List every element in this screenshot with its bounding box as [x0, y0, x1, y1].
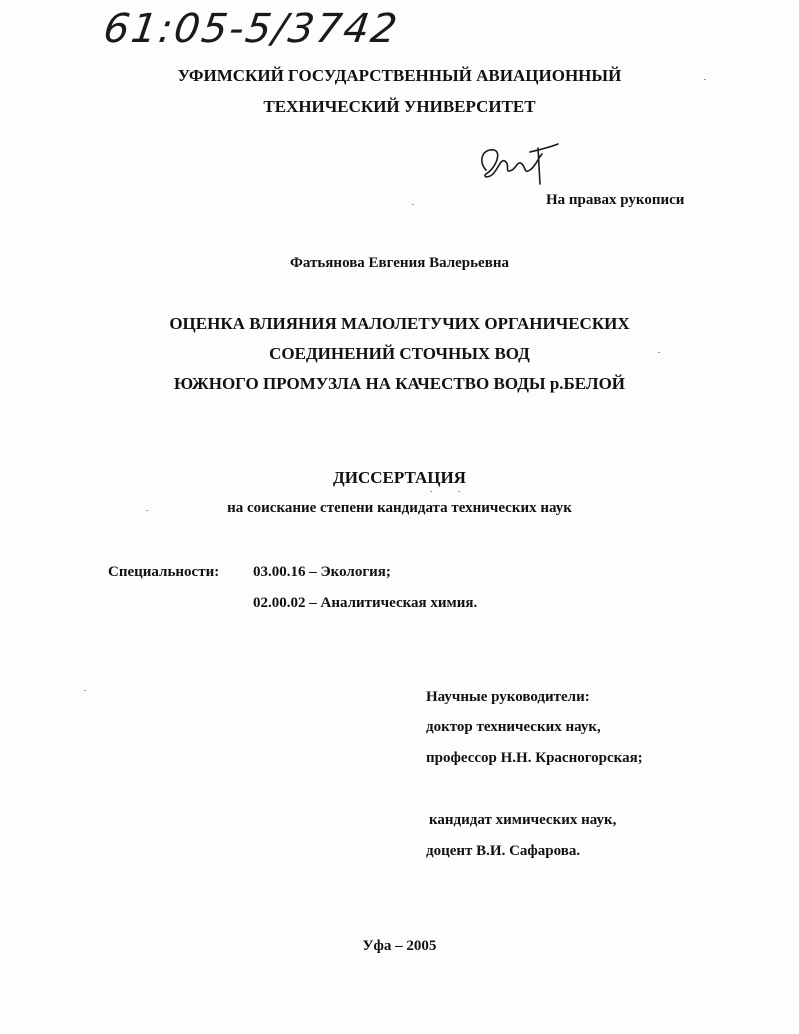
- document-type: ДИССЕРТАЦИЯ: [333, 468, 466, 487]
- scan-speck: [658, 352, 660, 353]
- scan-speck: [412, 204, 414, 205]
- specialty-item-1: 03.00.16 – Экология;: [253, 564, 391, 580]
- advisor-2-degree: кандидат химических наук,: [429, 812, 617, 828]
- advisor-1-name: профессор Н.Н. Красногорская;: [426, 750, 643, 766]
- archive-number: 61:05-5/3742: [100, 6, 402, 52]
- advisor-1-degree: доктор технических наук,: [426, 719, 601, 735]
- scan-speck: [430, 491, 432, 492]
- advisor-2-name: доцент В.И. Сафарова.: [426, 843, 581, 859]
- signature-icon: [472, 140, 562, 188]
- university-line-1: УФИМСКИЙ ГОСУДАРСТВЕННЫЙ АВИАЦИОННЫЙ: [177, 66, 622, 85]
- title-line-1: ОЦЕНКА ВЛИЯНИЯ МАЛОЛЕТУЧИХ ОРГАНИЧЕСКИХ: [169, 314, 630, 333]
- specialties-label: Специальности:: [108, 564, 220, 580]
- scan-speck: [704, 79, 706, 80]
- author-name: Фатьянова Евгения Валерьевна: [290, 255, 509, 271]
- scan-speck: [146, 510, 148, 511]
- degree-line: на соискание степени кандидата технических наук: [227, 500, 572, 516]
- manuscript-rights: На правах рукописи: [546, 192, 685, 208]
- specialty-item-2: 02.00.02 – Аналитическая химия.: [253, 595, 478, 611]
- place-year: Уфа – 2005: [362, 938, 437, 954]
- title-line-2: СОЕДИНЕНИЙ СТОЧНЫХ ВОД: [269, 344, 530, 363]
- title-line-3: ЮЖНОГО ПРОМУЗЛА НА КАЧЕСТВО ВОДЫ р.БЕЛОЙ: [173, 374, 626, 393]
- advisors-heading: Научные руководители:: [426, 689, 590, 705]
- scan-speck: [458, 491, 460, 492]
- university-line-2: ТЕХНИЧЕСКИЙ УНИВЕРСИТЕТ: [263, 97, 536, 116]
- scan-speck: [84, 690, 86, 691]
